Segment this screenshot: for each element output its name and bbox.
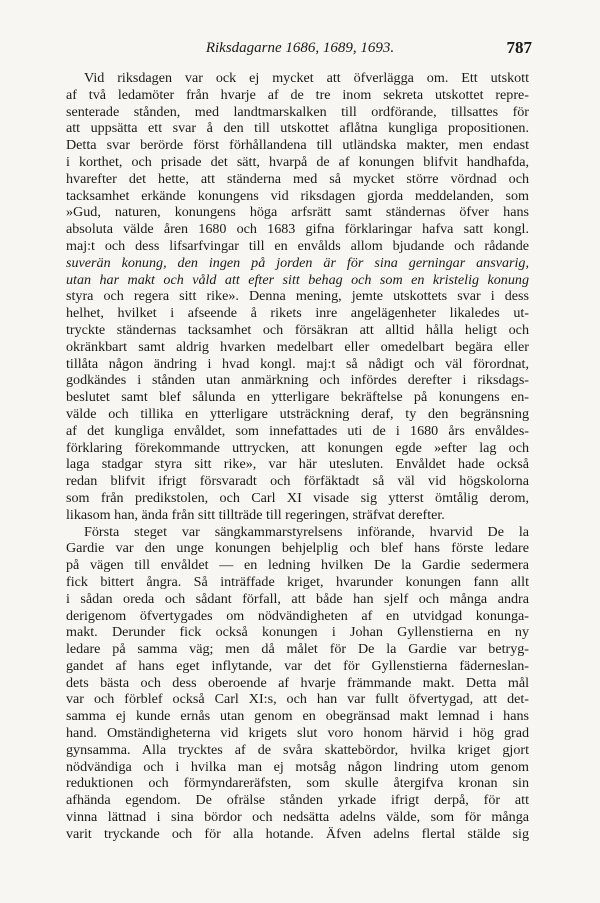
text-line: reduktionen och förmyndareräfsten, som skulle återgifva kronan sin [66,775,529,792]
text-line: senterade stånden, med landtmarskalken till ordförande, tillsattes för [66,103,529,120]
text-line: att uppsätta ett svar å den till utskottet aflåtna kungliga propositionen. [66,120,529,137]
text-line: Vid riksdagen var ock ej mycket att öfverlägga om. Ett utskott [84,70,529,86]
text-line: afhända egendom. De ofrälse stånden yrkade ifrigt derpå, för att [66,792,529,809]
text-line: af två ledamöter från hvarje af de tre inom sekreta utskottet repre- [66,86,529,103]
text-line: varit tryckande och för alla hotande. Äfven adelns flertal stälde sig [66,825,529,842]
page-header [0,40,600,62]
text-line: maj:t och dess lifsarfvingar till en envålds allom bjudande och rådande [66,237,529,254]
text-line: dets bästa och dess oberoende af hvarje främmande makt. Detta mål [66,674,529,691]
text-line: helhet, hvilket i afseende å rikets inre angelägenheter likaledes ut- [66,305,529,322]
text-line: laga stadgar styra sitt rike», var här utesluten. Envåldet hade också [66,456,529,473]
body-text [66,70,529,843]
text-line: i korthet, och prisade det sätt, hvarpå de af konungen blifvit handhafda, [66,153,529,170]
text-line: som från predikstolen, och Carl XI visade sig ytterst ömtålig derom, [66,489,529,506]
text-line: vinna lättnad i sina bördor och nedsätta adelns välde, som för många [66,809,529,826]
running-title: Riksdagarne 1686, 1689, 1693. [205,40,395,56]
text-line: Gardie var den unge konungen behjelplig och blef hans förste ledare [66,540,529,557]
text-line: af det kungliga envåldet, som innefattades uti de i 1680 års envåldes- [66,422,529,439]
text-line: derigenom öfvertygades om nödvändigheten af en utvidgad konunga- [66,607,529,624]
text-line: välde och tillika en ytterligare utsträckning deraf, ty den begränsning [66,405,529,422]
text-line: absoluta välde åren 1680 och 1683 gifna förklaringar hafva satt kongl. [66,221,529,238]
text-line: i sådan oreda och sådant förfall, att både han sjelf och många andra [66,590,529,607]
text-line: på vägen till envåldet — en ledning hvilken De la Gardie sedermera [66,557,529,574]
text-line: samma ej kunde ernås utan genom en obegränsad makt lemnad i hans [66,708,529,725]
text-line: tryckte ständernas tacksamhet och försäkran att alltid hålla heligt och [66,321,529,338]
text-line: tillåta någon ändring i hvad kongl. maj:t så nådigt och väl förordnat, [66,355,529,372]
text-line: beslutet samt blef sålunda en ytterligare bekräftelse på konungens en- [66,389,529,406]
text-line: styra och regera sitt rike». Denna mening, jemte utskottets svar i dess [66,288,529,305]
text-line: fick bittert ångra. Så inträffade kriget, hvarunder konungen fann allt [66,573,529,590]
text-line: »Gud, naturen, konungens höga arfsrätt samt ständernas öfver hans [66,204,529,221]
text-line: nödvändiga och i hvilka man ej motsåg någon lindring utom genom [66,758,529,775]
text-line: hvarefter det hette, att ständerna med så mycket större vördnad och [66,170,529,187]
text-line: okränkbart samt aldrig hvarken medelbart eller omedelbart begära eller [66,338,529,355]
text-line: ledare på samma väg; men då målet för De la Gardie var betryg- [66,641,529,658]
text-line: likasom han, ända från sitt tillträde till regeringen, sträfvat derefter. [66,506,445,523]
text-line: gynsamma. Alla trycktes af de svåra skattebördor, hvilka kriget gjort [66,741,529,758]
text-line: var och förblef också Carl XI:s, och han var fullt öfvertygad, att det- [66,691,529,708]
text-line: gandet af hans eget inflytande, var det för Gyllenstierna fäderneslan- [66,657,529,674]
text-line: godkändes i stånden utan anmärkning och infördes derefter i riksdags- [66,372,529,389]
page-number: 787 [506,38,532,57]
text-line: Detta svar berörde först förhållandena till utländska makter, men endast [66,137,529,154]
text-line: förklaring förekommande uttrycken, att konungen egde »efter lag och [66,439,529,456]
text-line: suverän konung, den ingen på jorden är för sina gerningar ansvarig, [66,254,529,271]
text-line: tacksamhet erkände konungens vid riksdagen gjorda meddelanden, som [66,187,529,204]
text-line: utan har makt och våld att efter sitt behag och som en kristelig konung [66,271,529,288]
text-line: redan blifvit ifrigt försvaradt och förfäktadt så väl vid högskolorna [66,473,529,490]
text-line: makt. Derunder fick också konungen i Johan Gyllenstierna en ny [66,624,529,641]
text-line: Första steget var sängkammarstyrelsens införande, hvarvid De la [84,523,529,540]
text-line: hand. Omständigheterna vid krigets slut voro honom härvid i hög grad [66,725,529,742]
